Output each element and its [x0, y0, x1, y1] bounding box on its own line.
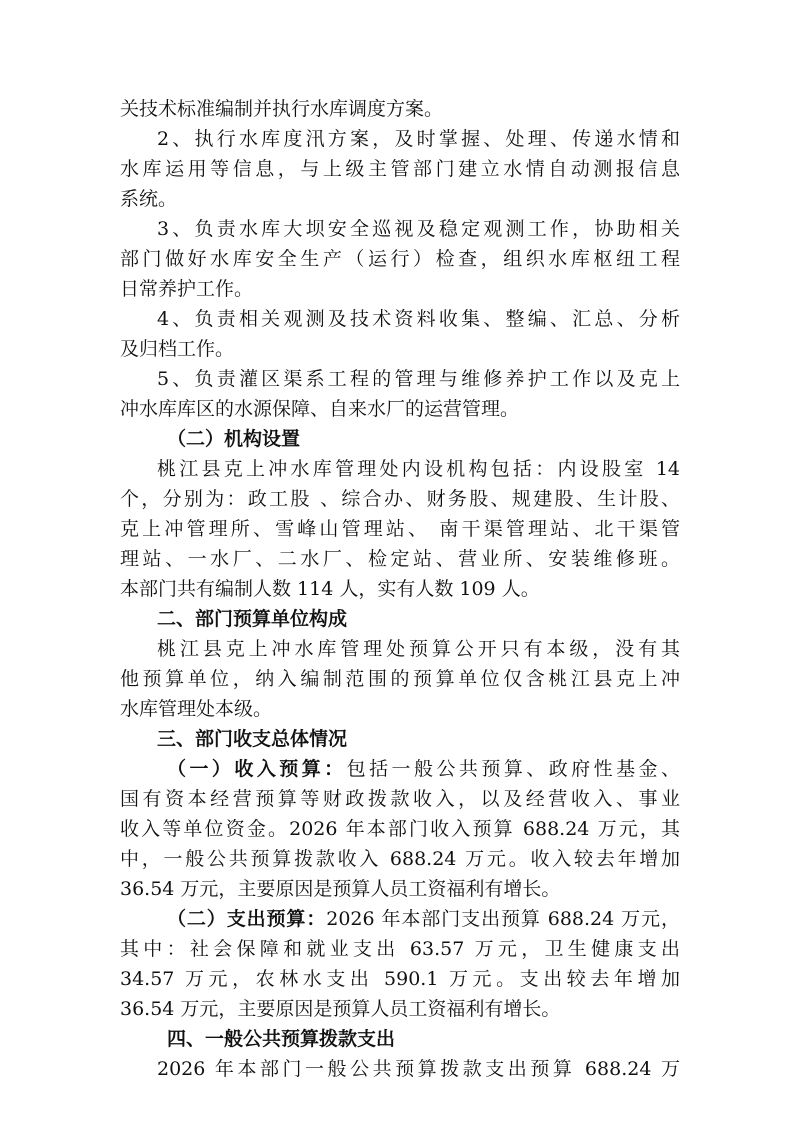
body-text-line: 2026 年本部门一般公共预算拨款支出预算 688.24 万: [157, 1058, 680, 1080]
body-text-line: 理站、一水厂、二水厂、检定站、营业所、安装维修班。: [120, 548, 680, 570]
body-text-line: 中，一般公共预算拨款收入 688.24 万元。收入较去年增加: [120, 848, 680, 870]
body-text-line: 水库管理处本级。: [120, 698, 273, 720]
expenditure-budget-text: 2026 年本部门支出预算 688.24 万元，: [326, 908, 680, 930]
body-text-line: 国有资本经营预算等财政拨款收入，以及经营收入、事业: [120, 788, 680, 810]
section-heading-budget-units: 二、部门预算单位构成: [157, 608, 348, 630]
body-text-line: 关技术标准编制并执行水库调度方案。: [120, 98, 444, 120]
body-text-line: 收入等单位资金。2026 年本部门收入预算 688.24 万元，其: [120, 818, 680, 840]
body-text-line: 36.54 万元，主要原因是预算人员工资福利有增长。: [120, 878, 561, 900]
body-text-line: 水库运用等信息，与上级主管部门建立水情自动测报信息: [120, 158, 680, 180]
expenditure-budget-line: [167, 904, 680, 934]
body-text-line: 36.54 万元，主要原因是预算人员工资福利有增长。: [120, 998, 561, 1020]
list-item-2: 2、执行水库度汛方案，及时掌握、处理、传递水情和: [157, 128, 680, 150]
list-item-4: 4、负责相关观测及技术资料收集、整编、汇总、分析: [157, 308, 680, 330]
list-item-5: 5、负责灌区渠系工程的管理与维修养护工作以及克上: [157, 368, 680, 390]
income-budget-text: 包括一般公共预算、政府性基金、: [346, 758, 680, 780]
section-heading-general-budget: 四、一般公共预算拨款支出: [167, 1028, 396, 1050]
body-text-line: 冲水库库区的水源保障、自来水厂的运营管理。: [120, 398, 520, 420]
income-budget-label: （一）收入预算：: [167, 758, 347, 780]
body-text-line: 他预算单位，纳入编制范围的预算单位仅含桃江县克上冲: [120, 668, 680, 690]
body-text-line: 部门做好水库安全生产（运行）检查，组织水库枢纽工程: [120, 248, 680, 270]
body-text-line: 克上冲管理所、雪峰山管理站、 南干渠管理站、北干渠管: [120, 518, 680, 540]
income-budget-line: [167, 754, 680, 784]
body-text-line: 桃江县克上冲水库管理处预算公开只有本级，没有其: [157, 638, 680, 660]
list-item-3: 3、负责水库大坝安全巡视及稳定观测工作，协助相关: [157, 218, 680, 240]
body-text-line: 及归档工作。: [120, 338, 235, 360]
body-text-line: 系统。: [120, 188, 178, 210]
body-text-line: 本部门共有编制人数 114 人，实有人数 109 人。: [120, 578, 540, 600]
body-text-line: 个，分别为：政工股 、综合办、财务股、规建股、生计股、: [120, 488, 680, 510]
body-text-line: 桃江县克上冲水库管理处内设机构包括：内设股室 14: [157, 458, 680, 480]
body-text-line: 日常养护工作。: [120, 278, 254, 300]
section-heading-overall: 三、部门收支总体情况: [157, 728, 348, 750]
section-heading-org-setup: （二）机构设置: [167, 428, 301, 450]
expenditure-budget-label: （二）支出预算：: [167, 908, 327, 930]
body-text-line: 其中：社会保障和就业支出 63.57 万元，卫生健康支出: [120, 938, 680, 960]
body-text-line: 34.57 万元，农林水支出 590.1 万元。支出较去年增加: [120, 968, 680, 990]
